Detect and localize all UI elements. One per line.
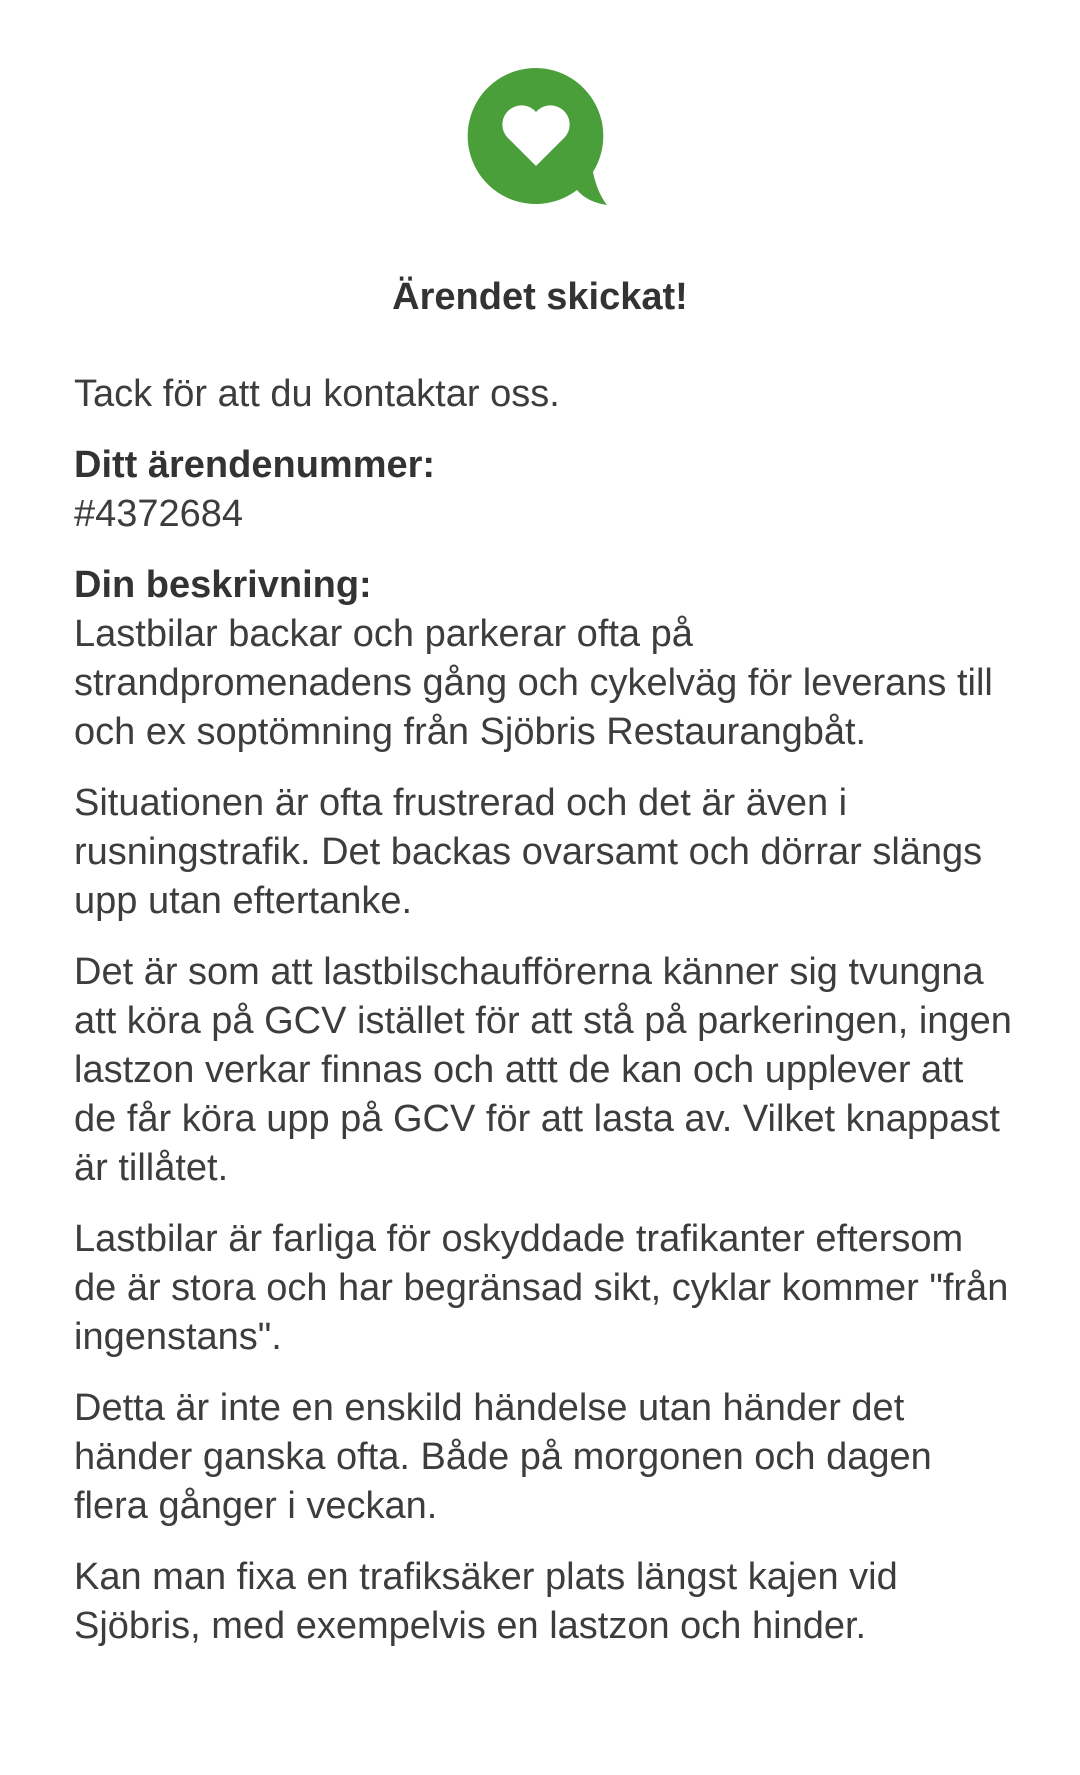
description-paragraph: Lastbilar backar och parkerar ofta på strandpromenadens gång och cykelväg för leverans till och ex soptömning från Sjöbris Restaurangbåt. [74, 613, 993, 753]
description-section [74, 561, 1014, 1651]
description-paragraph: Kan man fixa en trafiksäker plats längst kajen vid Sjöbris, med exempelvis en lastzon och hinder. [74, 1556, 898, 1647]
thank-you-text: Tack för att du kontaktar oss. [74, 373, 560, 415]
case-number-value: #4372684 [74, 493, 244, 535]
confirmation-content [74, 370, 1014, 1673]
description-paragraph: Lastbilar är farliga för oskyddade trafikanter eftersom de är stora och har begränsad sikt, cyklar kommer "från ingenstans". [74, 1218, 1009, 1358]
description-label: Din beskrivning: [74, 564, 372, 606]
page-title: Ärendet skickat! [392, 276, 688, 318]
case-number-label: Ditt ärendenummer: [74, 444, 436, 486]
case-number-section [74, 441, 1014, 539]
description-paragraph: Detta är inte en enskild händelse utan händer det händer ganska ofta. Både på morgonen och dagen flera gånger i veckan. [74, 1387, 932, 1527]
description-paragraph: Situationen är ofta frustrerad och det är även i rusningstrafik. Det backas ovarsamt och dörrar slängs upp utan eftertanke. [74, 782, 983, 922]
heart-speech-bubble-icon [465, 66, 607, 208]
description-paragraph: Det är som att lastbilschaufförerna känner sig tvungna att köra på GCV istället för att stå på parkeringen, ingen lastzon verkar finnas och attt de kan och upplever att de får köra upp på GCV för att lasta av. Vilket knappast är tillåtet. [74, 951, 1012, 1189]
